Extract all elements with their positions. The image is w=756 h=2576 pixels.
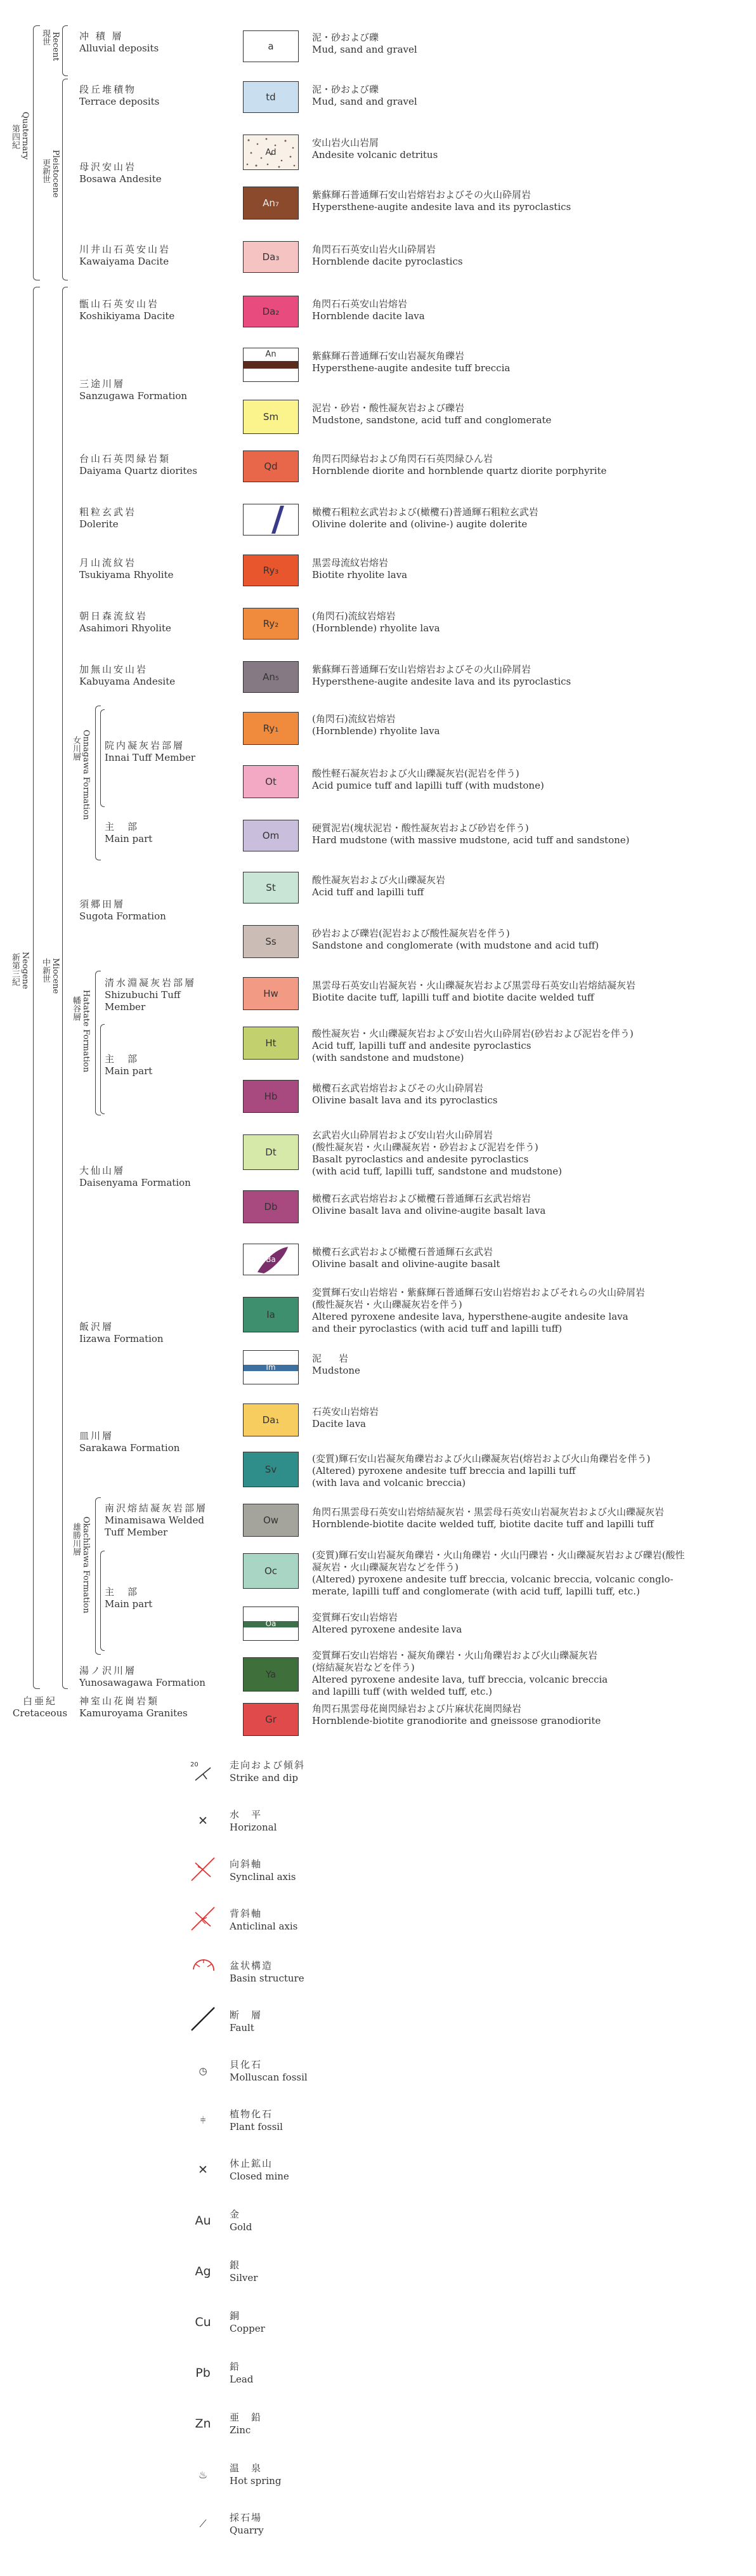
unit-name: 清水淵凝灰岩部層 Shizubuchi Tuff Member bbox=[105, 977, 197, 1013]
okachikawa-main-bracket bbox=[100, 1551, 105, 1651]
unit-desc: 橄欖石玄武岩熔岩および橄欖石普通輝石玄武岩熔岩 Olivine basalt lava and olivine-augite basalt lava bbox=[312, 1193, 546, 1216]
pleistocene-bracket bbox=[62, 79, 68, 280]
okachikawa-label-jp: 雄勝川層 bbox=[71, 1523, 81, 1556]
unit-desc: 変質輝石安山岩熔岩 Altered pyroxene andesite lava bbox=[312, 1612, 462, 1635]
unit-desc: 紫蘇輝石普通輝石安山岩凝灰角礫岩 Hypersthene-augite andesite tuff breccia bbox=[312, 350, 511, 374]
hatatate-label-en: Hatatate Formation bbox=[81, 990, 91, 1073]
unit-name: 甑山石英安山岩 Koshikiyama Dacite bbox=[79, 298, 175, 322]
neogene-label-en: Neogene bbox=[20, 952, 30, 989]
symbol-label: 走向および傾斜 Strike and dip bbox=[230, 1759, 306, 1784]
unit-desc: 橄欖石粗粒玄武岩および(橄欖石)普通輝石粗粒玄武岩 Olivine dolerite and (olivine-) augite dolerite bbox=[312, 506, 538, 530]
cretaceous-jp: 白亜紀 bbox=[22, 1695, 57, 1707]
unit-desc: 硬質泥岩(塊状泥岩・酸性凝灰岩および砂岩を伴う) Hard mudstone (with massive mudstone, acid tuff and sandstone) bbox=[312, 822, 630, 846]
unit-swatch: Hb bbox=[243, 1080, 299, 1113]
unit-swatch: Da₂ bbox=[243, 296, 299, 327]
tuff-breccia-band bbox=[244, 361, 298, 369]
unit-desc: 砂岩および礫岩(泥岩および酸性凝灰岩を伴う) Sandstone and conglomerate (with mudstone and acid tuff) bbox=[312, 928, 599, 951]
unit-desc: 泥・砂および礫 Mud, sand and gravel bbox=[312, 32, 417, 55]
unit-desc: 角閃石黒雲母花崗閃緑岩および片麻状花崗閃緑岩 Hornblende-biotite granodiorite and gneissose granodiorite bbox=[312, 1703, 601, 1726]
unit-desc: 変質輝石安山岩熔岩・紫蘇輝石普通輝石安山岩熔岩およびそれらの火山砕屑岩 (酸性凝灰岩・火山礫凝灰岩を伴う) Altered pyroxene andesite lava, hypersthene-augite andesite lava and their pyroclastics (with acid tuff and lapilli tuff) bbox=[312, 1287, 646, 1334]
unit-name: 台山石英閃緑岩類 Daiyama Quartz diorites bbox=[79, 453, 197, 476]
unit-swatch: Ot bbox=[243, 765, 299, 798]
unit-desc: 紫蘇輝石普通輝石安山岩熔岩およびその火山砕屑岩 Hypersthene-augite andesite lava and its pyroclastics bbox=[312, 189, 571, 213]
unit-name: 主 部 Main part bbox=[105, 1053, 153, 1077]
unit-swatch: Ow bbox=[243, 1504, 299, 1537]
unit-desc: 橄欖石玄武岩熔岩およびその火山砕屑岩 Olivine basalt lava and its pyroclastics bbox=[312, 1082, 498, 1106]
gold-icon: Au bbox=[195, 2214, 211, 2228]
unit-desc: 角閃石石英安山岩火山砕屑岩 Hornblende dacite pyroclastics bbox=[312, 244, 463, 267]
unit-name: 院内凝灰岩部層 Innai Tuff Member bbox=[105, 740, 195, 763]
unit-swatch: An₇ bbox=[243, 187, 299, 220]
pleistocene-label-jp: 更新世 bbox=[41, 159, 50, 183]
miocene-bracket bbox=[62, 287, 68, 1689]
unit-desc: (角閃石)流紋岩熔岩 (Hornblende) rhyolite lava bbox=[312, 713, 440, 737]
unit-swatch: Oc bbox=[243, 1553, 299, 1589]
holocene-bracket bbox=[62, 25, 68, 76]
unit-swatch: Dt bbox=[243, 1134, 299, 1170]
unit-name: 段丘堆積物 Terrace deposits bbox=[79, 84, 160, 107]
unit-desc: 橄欖石玄武岩および橄欖石普通輝石玄武岩 Olivine basalt and olivine-augite basalt bbox=[312, 1246, 500, 1270]
unit-desc: 酸性凝灰岩・火山礫凝灰岩および安山岩火山砕屑岩(砂岩および泥岩を伴う) Acid tuff, lapilli tuff and andesite pyroclastics (with sandstone and mudstone) bbox=[312, 1028, 634, 1063]
unit-swatch: a bbox=[243, 30, 299, 62]
quarry-icon: ⟋ bbox=[199, 2518, 207, 2530]
unit-desc: 紫蘇輝石普通輝石安山岩熔岩およびその火山砕屑岩 Hypersthene-augite andesite lava and its pyroclastics bbox=[312, 664, 571, 687]
quaternary-label-en: Quaternary bbox=[20, 112, 30, 160]
unit-swatch: Ry₃ bbox=[243, 555, 299, 586]
unit-desc: 酸性凝灰岩および火山礫凝灰岩 Acid tuff and lapilli tuff bbox=[312, 874, 446, 898]
unit-swatch: Ya bbox=[243, 1657, 299, 1692]
strike-dip-icon bbox=[188, 1759, 218, 1784]
hatatate-label-jp: 幡谷層 bbox=[71, 996, 81, 1021]
symbol-label: 銀 Silver bbox=[230, 2259, 258, 2284]
unit-swatch: Ry₂ bbox=[243, 608, 299, 640]
plant-fossil-icon: ⫩ bbox=[200, 2115, 206, 2126]
unit-name: 皿川層 Sarakawa Formation bbox=[79, 1430, 180, 1454]
unit-swatch: Db bbox=[243, 1190, 299, 1223]
zinc-icon: Zn bbox=[195, 2417, 211, 2431]
cretaceous-en: Cretaceous bbox=[12, 1707, 68, 1719]
unit-swatch: Ss bbox=[243, 925, 299, 958]
horizontal-icon: ✕ bbox=[198, 1814, 208, 1828]
symbol-label: 盆状構造 Basin structure bbox=[230, 1960, 304, 1984]
symbol-label: 植物化石 Plant fossil bbox=[230, 2108, 283, 2132]
unit-swatch: Oa bbox=[243, 1607, 299, 1641]
unit-desc: 黒雲母石英安山岩凝灰岩・火山礫凝灰岩および黒雲母石英安山岩熔結凝灰岩 Biotite dacite tuff, lapilli tuff and biotite dacite welded tuff bbox=[312, 980, 636, 1003]
symbol-label: 貝化石 Molluscan fossil bbox=[230, 2059, 308, 2083]
onnagawa-label-jp: 女川層 bbox=[71, 736, 81, 761]
unit-name: 主 部 Main part bbox=[105, 1586, 153, 1610]
unit-name: 南沢熔結凝灰岩部層 Minamisawa Welded Tuff Member bbox=[105, 1502, 208, 1538]
unit-swatch: Om bbox=[243, 820, 299, 851]
unit-swatch: Ry₁ bbox=[243, 712, 299, 745]
unit-swatch: Da₁ bbox=[243, 1403, 299, 1436]
innai-bracket bbox=[100, 709, 105, 807]
silver-icon: Ag bbox=[195, 2264, 211, 2278]
unit-swatch bbox=[243, 504, 299, 536]
holocene-label-en: Recent bbox=[51, 32, 60, 62]
unit-name: 神室山花崗岩類 Kamuroyama Granites bbox=[79, 1695, 188, 1719]
unit-desc: 玄武岩火山砕屑岩および安山岩火山砕屑岩 (酸性凝灰岩・火山礫凝灰岩・砂岩および泥岩を伴う) Basalt pyroclastics and andesite pyroclastics (with acid tuff, lapilli tuff, sandstone and mudstone) bbox=[312, 1129, 563, 1177]
cretaceous-label bbox=[5, 1695, 75, 1719]
unit-swatch: Qd bbox=[243, 450, 299, 482]
symbol-label: 亜 鉛 Zinc bbox=[230, 2412, 263, 2436]
lead-icon: Pb bbox=[195, 2366, 211, 2380]
unit-desc: 泥岩・砂岩・酸性凝灰岩および礫岩 Mudstone, sandstone, acid tuff and conglomerate bbox=[312, 402, 552, 426]
unit-name: 飯沢層 Iizawa Formation bbox=[79, 1321, 164, 1344]
unit-name: 大仙山層 Daisenyama Formation bbox=[79, 1165, 191, 1188]
unit-swatch: Sm bbox=[243, 400, 299, 434]
unit-desc: 角閃石閃緑岩および角閃石石英閃緑ひん岩 Hornblende diorite and hornblende quartz diorite porphyrite bbox=[312, 453, 607, 476]
unit-desc: 安山岩火山岩屑 Andesite volcanic detritus bbox=[312, 137, 438, 161]
unit-name: 主 部 Main part bbox=[105, 821, 153, 844]
symbol-label: 背斜軸 Anticlinal axis bbox=[230, 1908, 298, 1932]
unit-swatch: Ad bbox=[243, 135, 299, 170]
unit-swatch: td bbox=[243, 81, 299, 113]
unit-swatch: An₅ bbox=[243, 661, 299, 693]
unit-desc: 黒雲母流紋岩熔岩 Biotite rhyolite lava bbox=[312, 557, 408, 581]
symbol-label: 休止鉱山 Closed mine bbox=[230, 2158, 289, 2182]
symbol-label: 鉛 Lead bbox=[230, 2361, 254, 2385]
unit-swatch: Sv bbox=[243, 1452, 299, 1487]
unit-swatch: An bbox=[243, 348, 299, 382]
svg-text:20: 20 bbox=[190, 1761, 199, 1768]
unit-desc: 石英安山岩熔岩 Dacite lava bbox=[312, 1406, 379, 1429]
anticlinal-axis-icon bbox=[188, 1906, 218, 1931]
symbol-label: 水 平 Horizonal bbox=[230, 1809, 277, 1833]
neogene-bracket bbox=[33, 287, 40, 1689]
unit-name: 川井山石英安山岩 Kawaiyama Dacite bbox=[79, 244, 171, 267]
hot-spring-icon: ♨ bbox=[198, 2468, 208, 2481]
symbol-label: 金 Gold bbox=[230, 2209, 252, 2233]
symbol-label: 温 泉 Hot spring bbox=[230, 2462, 282, 2487]
unit-desc: (変質)輝石安山岩凝灰角礫岩および火山礫凝灰岩(熔岩および火山角礫岩を伴う) (Altered) pyroxene andesite tuff breccia and lapilli tuff (with lava and volcanic breccia) bbox=[312, 1453, 651, 1488]
miocene-label-jp: 中新世 bbox=[41, 958, 50, 983]
unit-swatch: Ia bbox=[243, 1297, 299, 1332]
unit-desc: 角閃石黒雲母石英安山岩熔結凝灰岩・黒雲母石英安山岩凝灰岩および火山礫凝灰岩 Hornblende-biotite dacite welded tuff, biotite dacite tuff and lapilli tuff bbox=[312, 1506, 665, 1530]
closed-mine-icon: ✕ bbox=[198, 2163, 208, 2177]
unit-name: 朝日森流紋岩 Asahimori Rhyolite bbox=[79, 610, 171, 634]
hatatate-main-bracket bbox=[100, 1024, 105, 1114]
holocene-label-jp: 現世 bbox=[41, 29, 50, 46]
unit-desc: 泥 岩 Mudstone bbox=[312, 1353, 360, 1376]
unit-desc: 泥・砂および礫 Mud, sand and gravel bbox=[312, 84, 417, 107]
quaternary-label-jp: 第四紀 bbox=[10, 124, 20, 149]
unit-swatch: St bbox=[243, 872, 299, 904]
unit-desc: 変質輝石安山岩熔岩・凝灰角礫岩・火山角礫岩および火山礫凝灰岩 (熔結凝灰岩などを伴う) Altered pyroxene andesite lava, tuff breccia, volcanic breccia and lapilli tuff (with welded tuff, etc.) bbox=[312, 1650, 608, 1697]
symbol-label: 銅 Copper bbox=[230, 2310, 265, 2334]
basin-structure-icon bbox=[188, 1955, 218, 1981]
unit-name: 母沢安山岩 Bosawa Andesite bbox=[79, 161, 162, 185]
pleistocene-label-en: Pleistocene bbox=[51, 150, 60, 198]
molluscan-fossil-icon: ◷ bbox=[199, 2065, 207, 2077]
unit-name: 粗粒玄武岩 Dolerite bbox=[79, 506, 137, 530]
symbol-label: 採石場 Quarry bbox=[230, 2512, 264, 2536]
miocene-label-en: Miocene bbox=[51, 958, 60, 994]
quaternary-bracket bbox=[33, 25, 40, 280]
copper-icon: Cu bbox=[195, 2315, 211, 2329]
unit-name: 加無山安山岩 Kabuyama Andesite bbox=[79, 664, 176, 687]
unit-desc: (変質)輝石安山岩凝灰角礫岩・火山角礫岩・火山円礫岩・火山礫凝灰岩および礫岩(酸性 凝灰岩・火山礫凝灰岩などを伴う) (Altered) pyroxene andesite tuff breccia, volcanic breccia, volcanic conglo- merate, lapilli tuff and conglomerate (with acid tuff, lapilli tuff, etc.) bbox=[312, 1549, 685, 1597]
dolerite-dike-icon bbox=[244, 504, 298, 535]
onnagawa-label-en: Onnagawa Formation bbox=[81, 730, 91, 820]
unit-desc: (角閃石)流紋岩熔岩 (Hornblende) rhyolite lava bbox=[312, 610, 440, 634]
unit-swatch: Hw bbox=[243, 977, 299, 1010]
unit-swatch: Da₃ bbox=[243, 241, 299, 273]
synclinal-axis-icon bbox=[188, 1856, 218, 1882]
okachikawa-label-en: Okachikawa Formation bbox=[81, 1516, 91, 1613]
unit-name: 冲 積 層 Alluvial deposits bbox=[79, 30, 159, 54]
unit-swatch: Im bbox=[243, 1350, 299, 1384]
unit-name: 湯ノ沢川層 Yunosawagawa Formation bbox=[79, 1665, 205, 1688]
unit-desc: 酸性軽石凝灰岩および火山礫凝灰岩(泥岩を伴う) Acid pumice tuff and lapilli tuff (with mudstone) bbox=[312, 768, 544, 791]
unit-desc: 角閃石石英安山岩熔岩 Hornblende dacite lava bbox=[312, 298, 425, 322]
unit-swatch: Gr bbox=[243, 1703, 299, 1736]
unit-name: 月山流紋岩 Tsukiyama Rhyolite bbox=[79, 557, 174, 581]
symbol-label: 断 層 Fault bbox=[230, 2009, 263, 2034]
fault-icon bbox=[188, 2006, 218, 2032]
unit-swatch: Ba bbox=[243, 1244, 299, 1275]
symbol-label: 向斜軸 Synclinal axis bbox=[230, 1858, 296, 1883]
unit-swatch: Ht bbox=[243, 1027, 299, 1060]
neogene-label-jp: 新第三紀 bbox=[10, 953, 20, 986]
unit-name: 須郷田層 Sugota Formation bbox=[79, 898, 166, 922]
unit-name: 三途川層 Sanzugawa Formation bbox=[79, 378, 188, 402]
